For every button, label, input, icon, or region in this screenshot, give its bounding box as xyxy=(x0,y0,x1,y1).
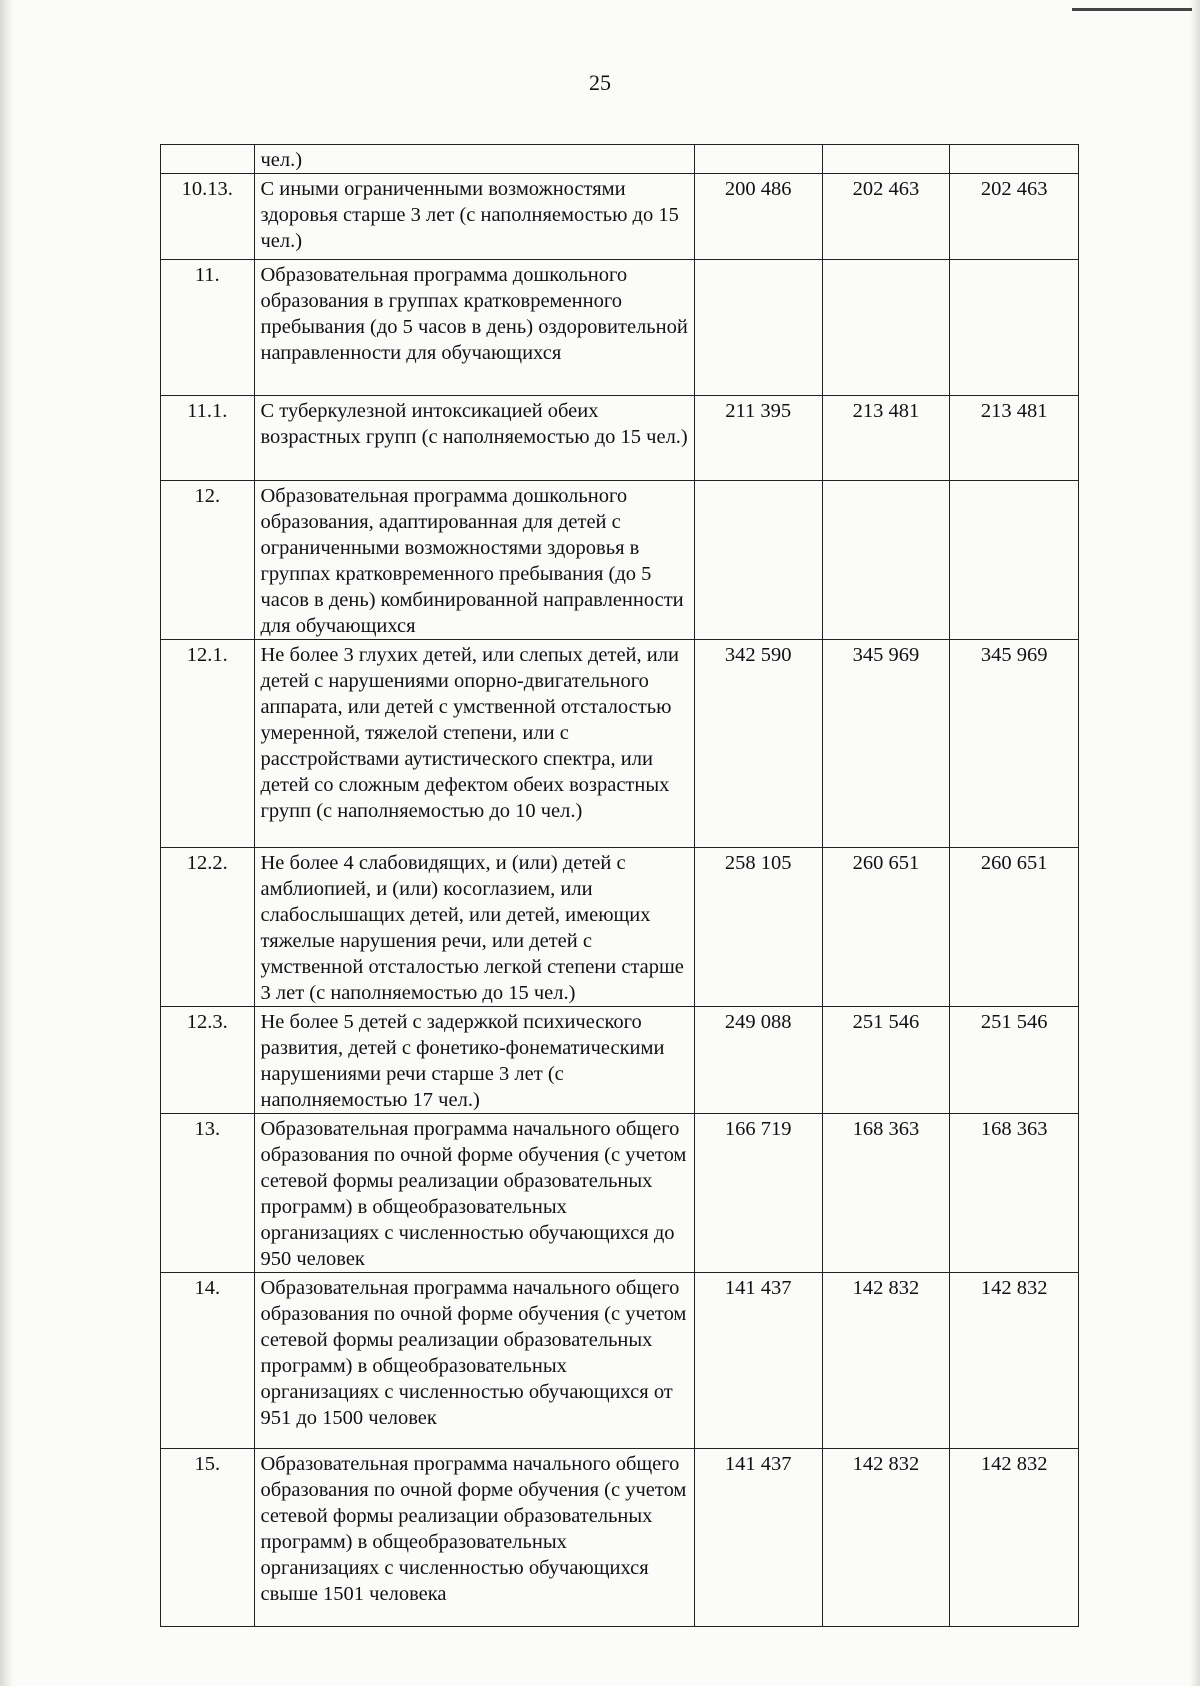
row-number: 12.1. xyxy=(161,640,255,848)
row-number: 15. xyxy=(161,1449,255,1627)
value-col-2: 168 363 xyxy=(822,1114,950,1273)
row-number: 11. xyxy=(161,260,255,396)
value-col-1: 141 437 xyxy=(694,1273,822,1449)
row-description: Образовательная программа начального общего образования по очной форме обучения (с учетом сетевой формы реализации образовательных программ) в общеобразовательных организациях с численностью обучающихся свыше 1501 человека xyxy=(254,1449,694,1627)
page-number: 25 xyxy=(589,70,611,95)
row-description: чел.) xyxy=(254,145,694,174)
value-col-1 xyxy=(694,145,822,174)
value-col-1: 200 486 xyxy=(694,174,822,260)
scan-right-edge xyxy=(1190,0,1200,1686)
value-col-1: 211 395 xyxy=(694,396,822,481)
value-col-2: 251 546 xyxy=(822,1007,950,1114)
row-description: С иными ограниченными возможностями здоровья старше 3 лет (с наполняемостью до 15 чел.) xyxy=(254,174,694,260)
table-row xyxy=(161,1273,1079,1449)
value-col-3: 260 651 xyxy=(950,848,1079,1007)
value-col-2 xyxy=(822,260,950,396)
value-col-1: 249 088 xyxy=(694,1007,822,1114)
value-col-2 xyxy=(822,481,950,640)
value-col-2: 142 832 xyxy=(822,1273,950,1449)
value-col-1 xyxy=(694,260,822,396)
value-col-3 xyxy=(950,260,1079,396)
scan-left-edge xyxy=(0,0,14,1686)
value-col-3: 168 363 xyxy=(950,1114,1079,1273)
value-col-1: 141 437 xyxy=(694,1449,822,1627)
row-number: 12.3. xyxy=(161,1007,255,1114)
value-col-2: 142 832 xyxy=(822,1449,950,1627)
value-col-1: 342 590 xyxy=(694,640,822,848)
value-col-2 xyxy=(822,145,950,174)
value-col-3: 251 546 xyxy=(950,1007,1079,1114)
table-row xyxy=(161,1007,1079,1114)
table-row xyxy=(161,174,1079,260)
table-row xyxy=(161,260,1079,396)
row-description: Образовательная программа начального общего образования по очной форме обучения (с учетом сетевой формы реализации образовательных программ) в общеобразовательных организациях с численностью обучающихся до 950 человек xyxy=(254,1114,694,1273)
row-description: Не более 5 детей с задержкой психического развития, детей с фонетико-фонематическими нарушениями речи старше 3 лет (с наполняемостью 17 чел.) xyxy=(254,1007,694,1114)
row-description: Образовательная программа начального общего образования по очной форме обучения (с учетом сетевой формы реализации образовательных программ) в общеобразовательных организациях с численностью обучающихся от 951 до 1500 человек xyxy=(254,1273,694,1449)
value-col-3 xyxy=(950,145,1079,174)
value-col-2: 202 463 xyxy=(822,174,950,260)
value-col-2: 260 651 xyxy=(822,848,950,1007)
table-row xyxy=(161,145,1079,174)
value-col-3: 142 832 xyxy=(950,1449,1079,1627)
value-col-3: 202 463 xyxy=(950,174,1079,260)
value-col-3 xyxy=(950,481,1079,640)
scan-top-mark xyxy=(1072,8,1192,11)
table-row xyxy=(161,640,1079,848)
row-number: 14. xyxy=(161,1273,255,1449)
table-row xyxy=(161,848,1079,1007)
table-row xyxy=(161,1114,1079,1273)
row-description: Образовательная программа дошкольного образования в группах кратковременного пребывания (до 5 часов в день) оздоровительной направленности для обучающихся xyxy=(254,260,694,396)
value-col-3: 142 832 xyxy=(950,1273,1079,1449)
row-description: Образовательная программа дошкольного образования, адаптированная для детей с ограниченными возможностями здоровья в группах кратковременного пребывания (до 5 часов в день) комбинированной направленности для обучающихся xyxy=(254,481,694,640)
value-col-1: 166 719 xyxy=(694,1114,822,1273)
row-description: Не более 3 глухих детей, или слепых детей, или детей с нарушениями опорно-двигательного аппарата, или детей с умственной отсталостью умеренной, тяжелой степени, или с расстройствами аутистического спектра, или детей со сложным дефектом обеих возрастных групп (с наполняемостью до 10 чел.) xyxy=(254,640,694,848)
value-col-3: 213 481 xyxy=(950,396,1079,481)
value-col-1: 258 105 xyxy=(694,848,822,1007)
row-number: 11.1. xyxy=(161,396,255,481)
value-col-1 xyxy=(694,481,822,640)
table-row xyxy=(161,1449,1079,1627)
table-row xyxy=(161,481,1079,640)
row-number: 13. xyxy=(161,1114,255,1273)
value-col-2: 345 969 xyxy=(822,640,950,848)
row-number xyxy=(161,145,255,174)
value-col-3: 345 969 xyxy=(950,640,1079,848)
value-col-2: 213 481 xyxy=(822,396,950,481)
row-number: 10.13. xyxy=(161,174,255,260)
row-description: Не более 4 слабовидящих, и (или) детей с амблиопией, и (или) косоглазием, или слабослышащих детей, или детей, имеющих тяжелые нарушения речи, или детей с умственной отсталостью легкой степени старше 3 лет (с наполняемостью до 15 чел.) xyxy=(254,848,694,1007)
row-description: С туберкулезной интоксикацией обеих возрастных групп (с наполняемостью до 15 чел.) xyxy=(254,396,694,481)
row-number: 12.2. xyxy=(161,848,255,1007)
table-row xyxy=(161,396,1079,481)
cost-table xyxy=(160,144,1079,1627)
row-number: 12. xyxy=(161,481,255,640)
